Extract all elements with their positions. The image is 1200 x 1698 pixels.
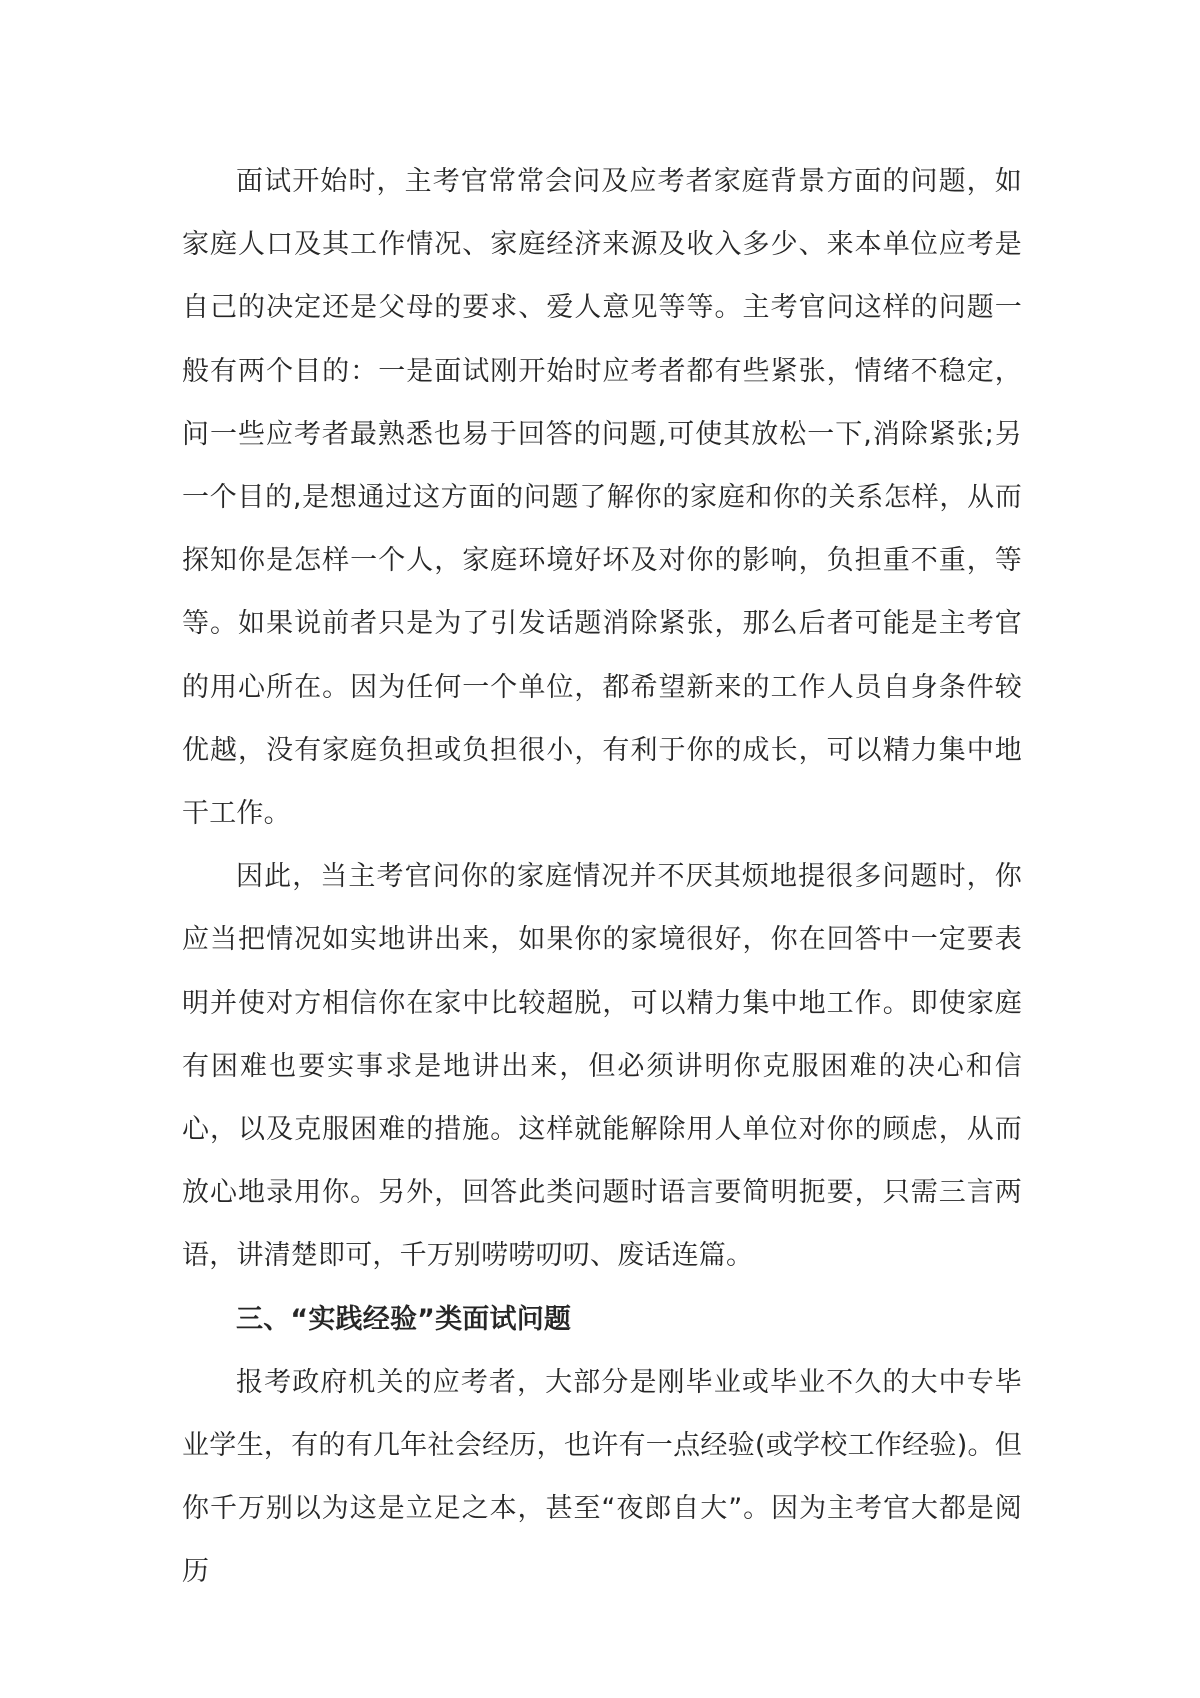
document-body — [182, 150, 1022, 1604]
paragraph-answer-advice: 因此，当主考官问你的家庭情况并不厌其烦地提很多问题时，你应当把情况如实地讲出来，如果你的家境很好，你在回答中一定要表明并使对方相信你在家中比较超脱，可以精力集中地工作。即使家庭有困难也要实事求是地讲出来，但必须讲明你克服困难的决心和信心，以及克服困难的措施。这样就能解除用人单位对你的顾虑，从而放心地录用你。另外，回答此类问题时语言要简明扼要，只需三言两语，讲清楚即可，千万别唠唠叨叨、废话连篇。 — [182, 861, 1022, 1272]
paragraph-family-background: 面试开始时，主考官常常会问及应考者家庭背景方面的问题，如家庭人口及其工作情况、家庭经济来源及收入多少、来本单位应考是自己的决定还是父母的要求、爱人意见等等。主考官问这样的问题一般有两个目的：一是面试刚开始时应考者都有些紧张，情绪不稳定，问一些应考者最熟悉也易于回答的问题,可使其放松一下,消除紧张;另一个目的,是想通过这方面的问题了解你的家庭和你的关系怎样，从而探知你是怎样一个人，家庭环境好坏及对你的影响，负担重不重，等等。如果说前者只是为了引发话题消除紧张，那么后者可能是主考官的用心所在。因为任何一个单位，都希望新来的工作人员自身条件较优越，没有家庭负担或负担很小，有利于你的成长，可以精力集中地干工作。 — [182, 166, 1022, 830]
section-heading-practical-experience: 三、“实践经验”类面试问题 — [236, 1303, 572, 1335]
paragraph-practical-experience: 报考政府机关的应考者，大部分是刚毕业或毕业不久的大中专毕业学生，有的有几年社会经历，也许有一点经验(或学校工作经验)。但你千万别以为这是立足之本，甚至“夜郎自大”。因为主考官大都是阅历 — [182, 1366, 1022, 1588]
